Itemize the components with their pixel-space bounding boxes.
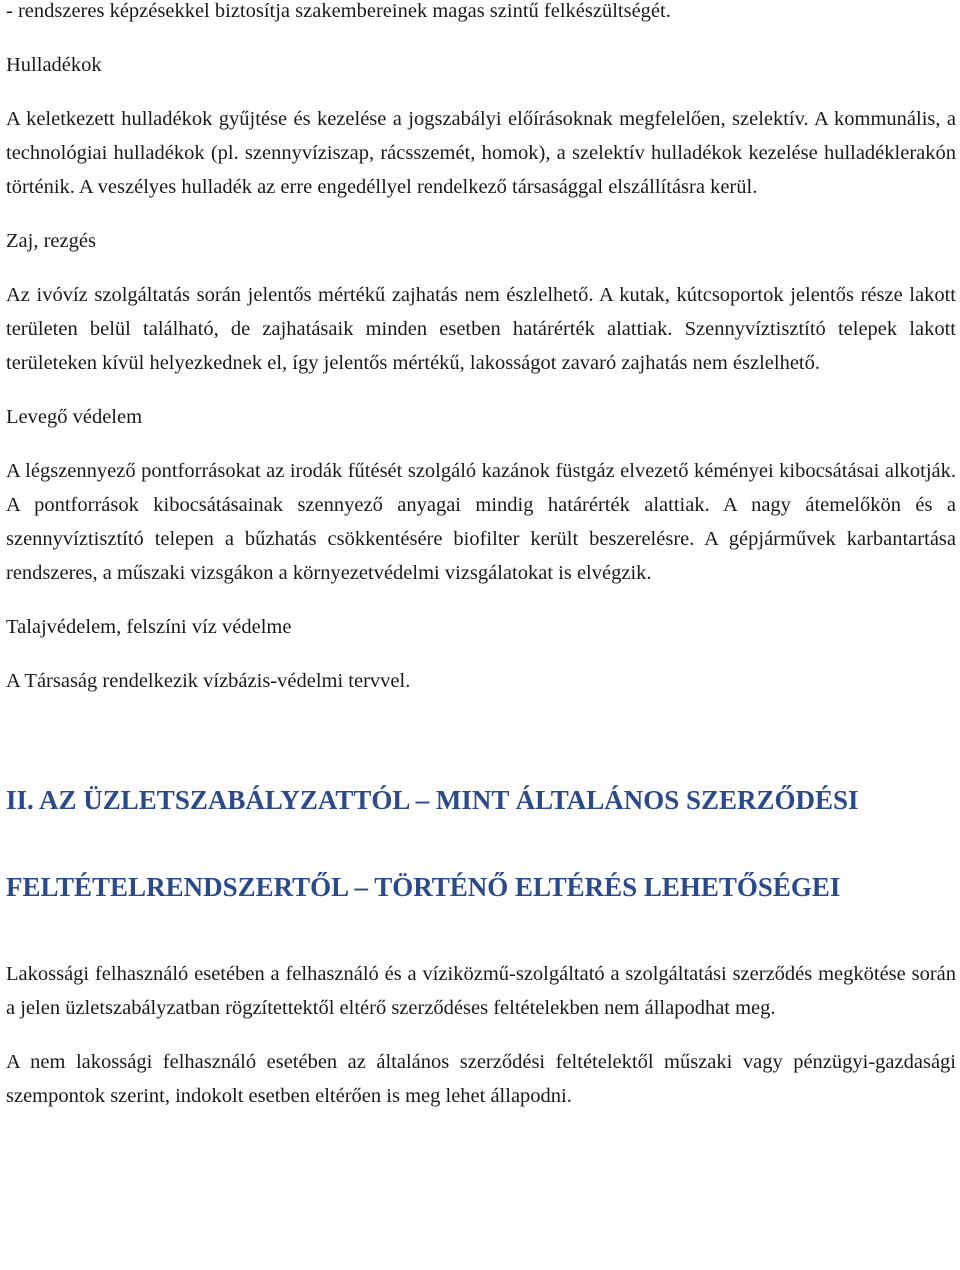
paragraph-lakossagi: Lakossági felhasználó esetében a felhasználó és a víziközmű-szolgáltató a szolgáltatási szerződés megkötése során a jelen üzletszabályzatban rögzítettektől eltérő szerződéses feltételekben nem állapodhat meg. (6, 963, 956, 1019)
document-page (6, 0, 956, 1133)
section-heading-hulladekok: Hulladékok (6, 54, 102, 76)
chapter-title-line2: FELTÉTELRENDSZERTŐL – TÖRTÉNŐ ELTÉRÉS LEHETŐSÉGEI (6, 872, 841, 902)
paragraph-levego: A légszennyező pontforrásokat az irodák fűtését szolgáló kazánok füstgáz elvezető kéményei kibocsátásai alkotják. A pontforrások kibocsátásainak szennyező anyagai mindig határérték alattiak. A nagy átemelőkön és a szennyvíztisztító telepen a bűzhatás csökkentésére biofilter került beszerelésre. A gépjárművek karbantartása rendszeres, a műszaki vizsgákon a környezetvédelmi vizsgálatokat is elvégzik. (6, 460, 956, 584)
section-heading-zaj: Zaj, rezgés (6, 230, 96, 252)
section-heading-talajvedelem: Talajvédelem, felszíni víz védelme (6, 616, 292, 638)
chapter-title-line1: II. AZ ÜZLETSZABÁLYZATTÓL – MINT ÁLTALÁNOS SZERZŐDÉSI (6, 785, 859, 815)
paragraph-talajvedelem: A Társaság rendelkezik vízbázis-védelmi tervvel. (6, 670, 411, 692)
paragraph-zaj: Az ivóvíz szolgáltatás során jelentős mértékű zajhatás nem észlelhető. A kutak, kútcsoportok jelentős része lakott területen belül található, de zajhatásaik minden esetben határérték alattiak. Szennyvíztisztító telepek lakott területeken kívül helyezkednek el, így jelentős mértékű, lakosságot zavaró zajhatás nem észlelhető. (6, 284, 956, 374)
intro-line: - rendszeres képzésekkel biztosítja szakembereinek magas szintű felkészültségét. (6, 0, 671, 22)
paragraph-nem-lakossagi: A nem lakossági felhasználó esetében az általános szerződési feltételektől műszaki vagy pénzügyi-gazdasági szempontok szerint, indokolt esetben eltérően is meg lehet állapodni. (6, 1051, 956, 1107)
section-heading-levego: Levegő védelem (6, 406, 143, 428)
paragraph-hulladekok: A keletkezett hulladékok gyűjtése és kezelése a jogszabályi előírásoknak megfelelően, szelektív. A kommunális, a technológiai hulladékok (pl. szennyvíziszap, rácsszemét, homok), a szelektív hulladékok kezelése hulladéklerakón történik. A veszélyes hulladék az erre engedéllyel rendelkező társasággal elszállításra kerül. (6, 108, 956, 198)
